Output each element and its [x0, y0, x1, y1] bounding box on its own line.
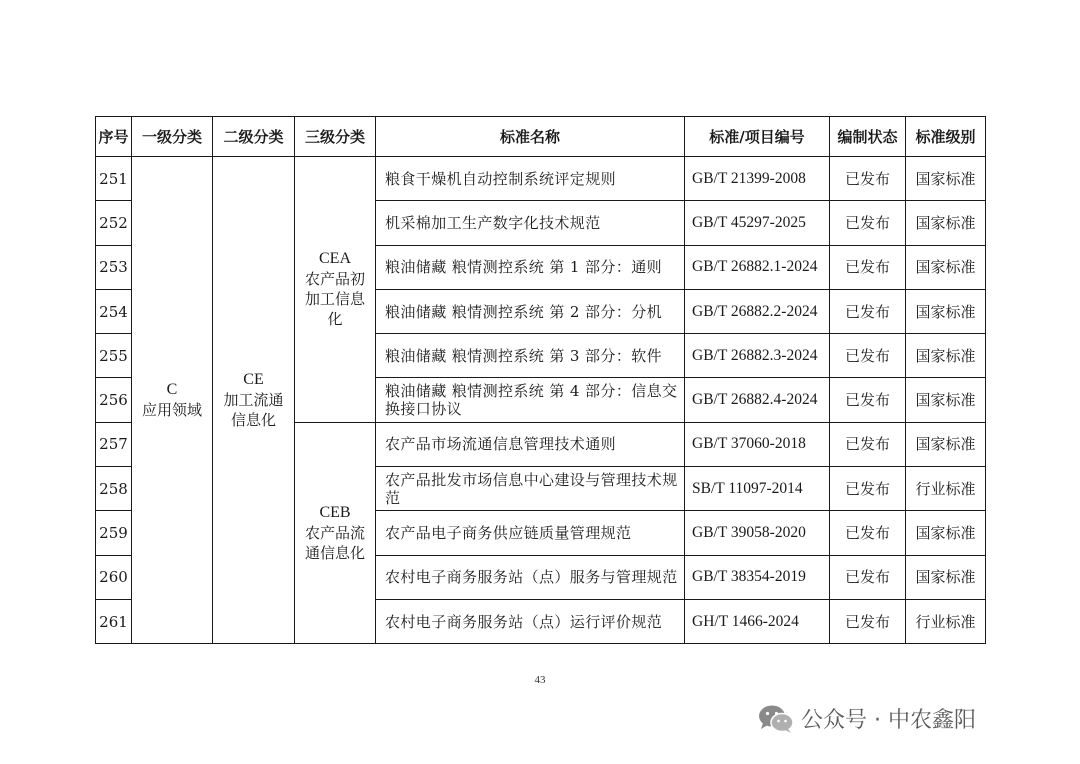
level3-code: CEA	[319, 250, 351, 268]
row-grade: 国家标准	[906, 334, 986, 378]
header-name: 标准名称	[376, 117, 685, 157]
row-code: GB/T 21399-2008	[685, 157, 830, 201]
row-name: 粮油储藏 粮情测控系统 第 3 部分：软件	[376, 334, 685, 378]
row-name: 农村电子商务服务站（点）服务与管理规范	[376, 555, 685, 599]
level3-cell-cea	[295, 157, 376, 423]
row-code: SB/T 11097-2014	[685, 467, 830, 511]
row-seq: 254	[96, 289, 132, 333]
level1-code: C	[166, 381, 178, 399]
row-name: 农产品市场流通信息管理技术通则	[376, 422, 685, 466]
row-status: 已发布	[830, 378, 906, 422]
row-name: 农产品批发市场信息中心建设与管理技术规范	[376, 467, 685, 511]
level2-label: 加工流通信息化	[223, 391, 284, 430]
watermark-text: 公众号 · 中农鑫阳	[801, 708, 976, 733]
row-grade: 国家标准	[906, 157, 986, 201]
watermark	[757, 703, 976, 734]
level1-label: 应用领域	[141, 401, 202, 420]
row-status: 已发布	[830, 599, 906, 643]
row-grade: 国家标准	[906, 422, 986, 466]
row-seq: 252	[96, 201, 132, 245]
level3-cell-ceb	[295, 422, 376, 643]
header-level2: 二级分类	[213, 117, 295, 157]
row-seq: 257	[96, 422, 132, 466]
row-name: 农产品电子商务供应链质量管理规范	[376, 511, 685, 555]
row-status: 已发布	[830, 201, 906, 245]
header-seq: 序号	[96, 117, 132, 157]
wechat-icon	[757, 704, 795, 734]
row-status: 已发布	[830, 555, 906, 599]
level3-label: 农产品流通信息化	[304, 524, 365, 563]
row-name: 粮食干燥机自动控制系统评定规则	[376, 157, 685, 201]
row-name: 农村电子商务服务站（点）运行评价规范	[376, 599, 685, 643]
header-code: 标准/项目编号	[685, 117, 830, 157]
row-grade: 国家标准	[906, 555, 986, 599]
row-code: GB/T 45297-2025	[685, 201, 830, 245]
header-level1: 一级分类	[132, 117, 213, 157]
row-name: 粮油储藏 粮情测控系统 第 2 部分：分机	[376, 289, 685, 333]
page-number: 43	[534, 674, 546, 686]
level3-code: CEB	[319, 504, 351, 522]
level1-cell	[132, 157, 213, 644]
row-status: 已发布	[830, 467, 906, 511]
row-name: 机采棉加工生产数字化技术规范	[376, 201, 685, 245]
header-status: 编制状态	[830, 117, 906, 157]
header-row	[96, 117, 986, 157]
row-code: GB/T 26882.1-2024	[685, 245, 830, 289]
row-grade: 国家标准	[906, 245, 986, 289]
row-seq: 259	[96, 511, 132, 555]
row-seq: 255	[96, 334, 132, 378]
row-code: GB/T 26882.4-2024	[685, 378, 830, 422]
row-grade: 国家标准	[906, 511, 986, 555]
row-code: GB/T 38354-2019	[685, 555, 830, 599]
level2-cell	[213, 157, 295, 644]
row-seq: 253	[96, 245, 132, 289]
level3-label: 农产品初加工信息化	[304, 270, 365, 329]
row-status: 已发布	[830, 511, 906, 555]
table-row	[96, 157, 986, 201]
header-level3: 三级分类	[295, 117, 376, 157]
row-code: GB/T 39058-2020	[685, 511, 830, 555]
row-status: 已发布	[830, 334, 906, 378]
row-seq: 258	[96, 467, 132, 511]
row-code: GB/T 26882.2-2024	[685, 289, 830, 333]
row-name: 粮油储藏 粮情测控系统 第 4 部分：信息交换接口协议	[376, 378, 685, 422]
row-name: 粮油储藏 粮情测控系统 第 1 部分：通则	[376, 245, 685, 289]
row-seq: 260	[96, 555, 132, 599]
row-seq: 256	[96, 378, 132, 422]
row-seq: 261	[96, 599, 132, 643]
row-grade: 行业标准	[906, 467, 986, 511]
row-grade: 行业标准	[906, 599, 986, 643]
row-code: GH/T 1466-2024	[685, 599, 830, 643]
level2-code: CE	[243, 371, 264, 389]
header-grade: 标准级别	[906, 117, 986, 157]
row-seq: 251	[96, 157, 132, 201]
row-grade: 国家标准	[906, 201, 986, 245]
row-code: GB/T 37060-2018	[685, 422, 830, 466]
row-status: 已发布	[830, 422, 906, 466]
standards-table	[95, 116, 986, 644]
row-status: 已发布	[830, 245, 906, 289]
row-grade: 国家标准	[906, 378, 986, 422]
row-grade: 国家标准	[906, 289, 986, 333]
row-status: 已发布	[830, 289, 906, 333]
row-status: 已发布	[830, 157, 906, 201]
row-code: GB/T 26882.3-2024	[685, 334, 830, 378]
